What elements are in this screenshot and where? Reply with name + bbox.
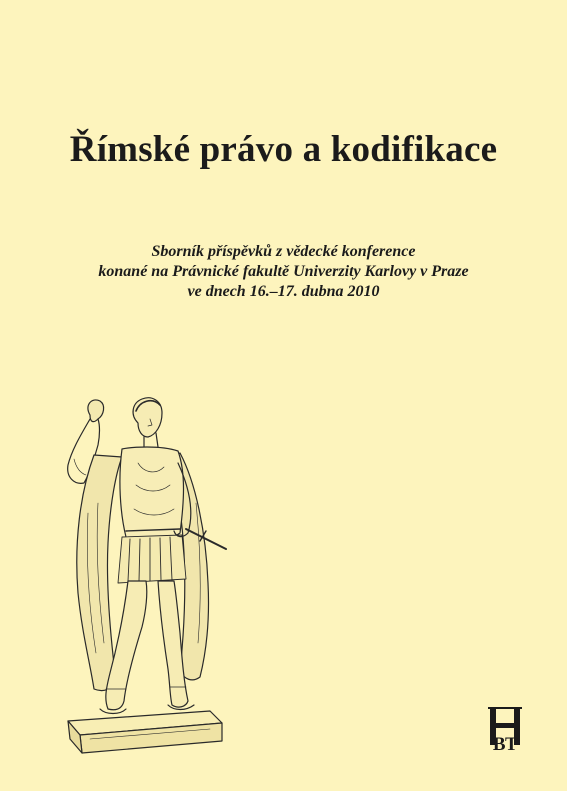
skirt-strips-shape [118, 535, 186, 583]
subtitle-line-2: konané na Právnické fakultě Univerzity Karlovy v Praze [98, 263, 469, 280]
pedestal-shape [68, 711, 222, 753]
subtitle-line-1: Sborník příspěvků z vědecké konference [151, 243, 416, 260]
subtitle-line-3: ve dnech 16.–17. dubna 2010 [187, 283, 380, 300]
book-subtitle [0, 242, 567, 302]
publisher-logo-text: BT [492, 734, 518, 755]
legs-shape [100, 581, 194, 714]
book-title: Římské právo a kodifikace [69, 129, 498, 170]
head-shape [133, 398, 162, 449]
armor-torso-shape [120, 447, 184, 541]
roman-statue-illustration [60, 393, 230, 755]
